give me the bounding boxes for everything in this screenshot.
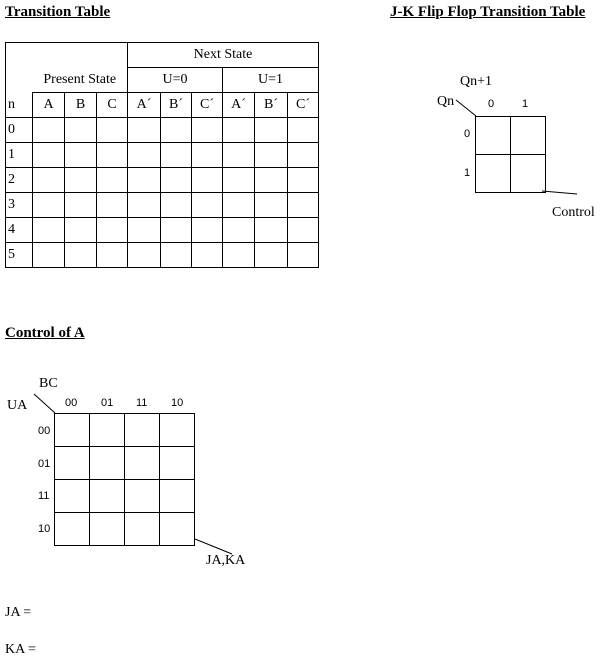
col-header: A´ <box>128 93 161 118</box>
jk-col-label: 1 <box>522 98 529 110</box>
kmap-cell <box>55 513 90 546</box>
kmap-cell <box>125 414 160 447</box>
kmap-row-label: 01 <box>38 458 51 470</box>
jk-transition-table-heading: J-K Flip Flop Transition Table <box>390 4 586 20</box>
bc-label: BC <box>39 376 58 391</box>
qn-label: Qn <box>437 94 455 109</box>
next-state-header: Next State <box>128 43 319 68</box>
table-row <box>6 118 319 143</box>
row-index: 0 <box>6 118 33 143</box>
col-header: A <box>33 93 65 118</box>
kmap-cell <box>125 513 160 546</box>
column-header-row <box>6 93 319 118</box>
kmap-row-label: 10 <box>38 523 51 535</box>
kmap-cell <box>90 414 125 447</box>
kmap-col-label: 01 <box>101 397 114 409</box>
row-index: 1 <box>6 143 33 168</box>
control-kmap-diagonal <box>33 393 57 415</box>
kmap-cell <box>55 480 90 513</box>
table-row <box>6 193 319 218</box>
control-kmap-grid <box>54 413 195 546</box>
u1-header: U=1 <box>223 68 319 93</box>
kmap-cell <box>476 155 511 193</box>
control-label: Control <box>552 205 595 220</box>
jk-col-label: 0 <box>488 98 495 110</box>
col-header: B <box>65 93 97 118</box>
jk-row-label: 1 <box>464 167 471 179</box>
table-row <box>6 168 319 193</box>
row-index: 5 <box>6 243 33 268</box>
qn1-label: Qn+1 <box>460 74 493 89</box>
kmap-cell <box>160 480 195 513</box>
table-row <box>6 143 319 168</box>
col-header: n <box>6 93 33 118</box>
kmap-cell <box>125 447 160 480</box>
col-header: B´ <box>161 93 192 118</box>
kmap-row-label: 00 <box>38 425 51 437</box>
ua-label: UA <box>7 398 28 413</box>
kmap-cell <box>125 480 160 513</box>
col-header: C´ <box>192 93 223 118</box>
col-header: C <box>97 93 128 118</box>
jk-row-label: 0 <box>464 128 471 140</box>
kmap-cell <box>511 155 546 193</box>
kmap-cell <box>160 513 195 546</box>
kmap-cell <box>90 513 125 546</box>
kmap-cell <box>476 117 511 155</box>
kmap-row-label: 11 <box>38 490 50 502</box>
row-index: 3 <box>6 193 33 218</box>
table-row <box>6 243 319 268</box>
row-index: 2 <box>6 168 33 193</box>
kmap-cell <box>511 117 546 155</box>
kmap-cell <box>55 414 90 447</box>
kmap-cell <box>90 480 125 513</box>
col-header: B´ <box>255 93 288 118</box>
control-of-a-heading: Control of A <box>5 325 85 341</box>
kmap-cell <box>55 447 90 480</box>
ja-equation: JA = <box>5 605 32 620</box>
ka-equation: KA = <box>5 642 36 657</box>
kmap-col-label: 11 <box>136 397 148 409</box>
transition-table-heading: Transition Table <box>5 4 111 20</box>
u0-header: U=0 <box>128 68 223 93</box>
kmap-cell <box>90 447 125 480</box>
table-row <box>6 218 319 243</box>
present-state-header: Present State <box>33 68 128 93</box>
kmap-col-label: 10 <box>171 397 184 409</box>
col-header: A´ <box>223 93 255 118</box>
jk-control-pointer <box>541 190 581 206</box>
ja-ka-label: JA,KA <box>206 553 246 568</box>
kmap-cell <box>160 414 195 447</box>
row-index: 4 <box>6 218 33 243</box>
kmap-col-label: 00 <box>65 397 78 409</box>
jk-kmap-grid <box>475 116 546 193</box>
transition-table <box>5 42 319 268</box>
kmap-cell <box>160 447 195 480</box>
col-header: C´ <box>288 93 319 118</box>
